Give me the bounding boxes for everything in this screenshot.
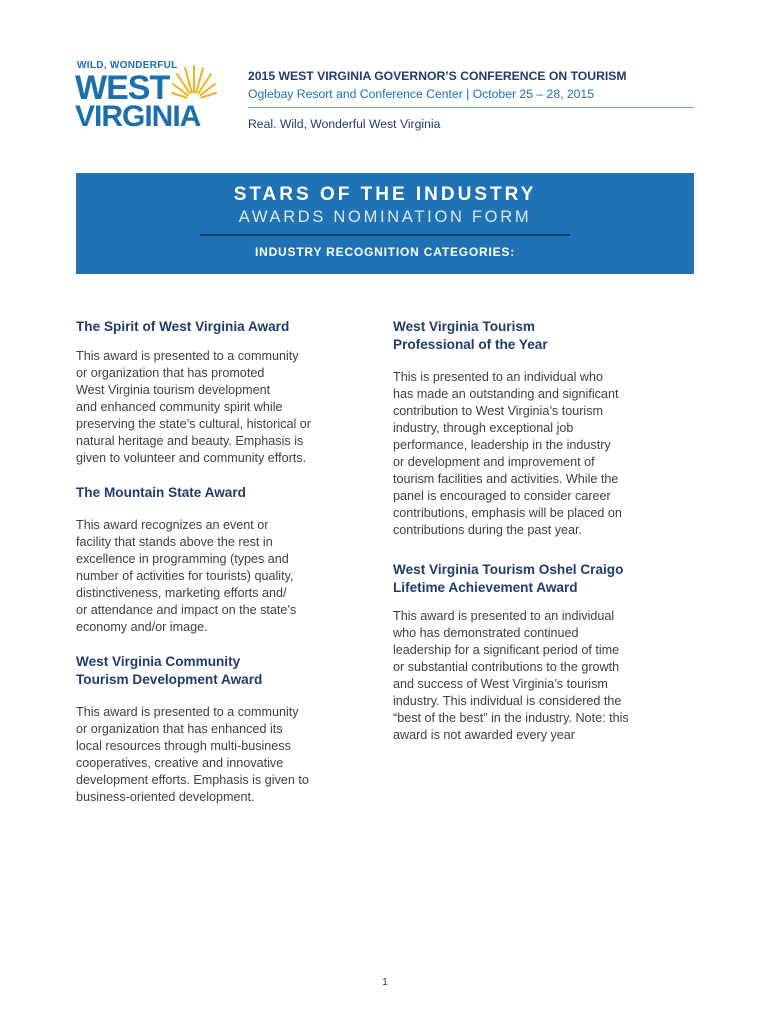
header-divider bbox=[248, 107, 694, 108]
right-column bbox=[393, 318, 693, 744]
award-title: West Virginia Tourism Professional of the Year bbox=[393, 319, 548, 352]
award-title: West Virginia Tourism Oshel Craigo Lifetime Achievement Award bbox=[393, 562, 624, 595]
left-column bbox=[76, 318, 376, 806]
banner-divider bbox=[200, 234, 570, 236]
award-lifetime-achievement bbox=[393, 561, 693, 744]
logo-word-virginia: VIRGINIA bbox=[75, 100, 201, 133]
categories-heading: INDUSTRY RECOGNITION CATEGORIES: bbox=[254, 245, 516, 259]
award-description: This award is presented to a community or organization that has promoted West Virginia tourism development and enhanced community spirit while preserving the state’s cultural, historical or natural heritage and beauty. Emphasis is given to volunteer and community efforts. bbox=[76, 349, 311, 465]
page-number: 1 bbox=[382, 977, 388, 988]
banner-title: STARS OF THE INDUSTRY bbox=[233, 184, 537, 205]
award-title: The Spirit of West Virginia Award bbox=[76, 319, 290, 334]
award-spirit-of-wv bbox=[76, 318, 376, 467]
conference-venue-dates: Oglebay Resort and Conference Center | October 25 – 28, 2015 bbox=[248, 87, 594, 101]
award-title: The Mountain State Award bbox=[76, 485, 246, 500]
award-title: West Virginia Community Tourism Development Award bbox=[76, 654, 263, 687]
conference-tagline: Real. Wild, Wonderful West Virginia bbox=[248, 117, 441, 131]
logo-word-west: WEST bbox=[75, 69, 170, 107]
award-description: This award recognizes an event or facility that stands above the rest in excellence in programming (types and number of activities for tourists) quality, distinctiveness, marketing efforts and/ or attendance and impact on the state’s economy and/or image. bbox=[76, 518, 297, 634]
award-description: This is presented to an individual who has made an outstanding and significant contribution to West Virginia’s tourism industry, through exceptional job performance, leadership in the industry or development and improvement of tourism facilities and activities. While the panel is encouraged to consider career contributions, emphasis will be placed on contributions during the past year. bbox=[393, 370, 622, 537]
logo-tagline: WILD, WONDERFUL bbox=[77, 60, 178, 71]
form-banner bbox=[76, 173, 694, 274]
award-community-tourism-development bbox=[76, 653, 376, 806]
wv-logo bbox=[75, 58, 240, 136]
award-tourism-professional bbox=[393, 318, 693, 539]
award-description: This award is presented to a community or organization that has enhanced its local resources through multi-business cooperatives, creative and innovative development efforts. Emphasis is given to business-oriented development. bbox=[76, 705, 309, 804]
award-mountain-state bbox=[76, 484, 376, 636]
banner-subtitle: AWARDS NOMINATION FORM bbox=[238, 208, 532, 226]
conference-title: 2015 WEST VIRGINIA GOVERNOR’S CONFERENCE ON TOURISM bbox=[248, 69, 627, 83]
award-description: This award is presented to an individual who has demonstrated continued leadership for a significant period of time or substantial contributions to the growth and success of West Virginia’s tourism industry. This individual is considered the “best of the best” in the industry. Note: this award is not awarded every year bbox=[393, 609, 629, 742]
